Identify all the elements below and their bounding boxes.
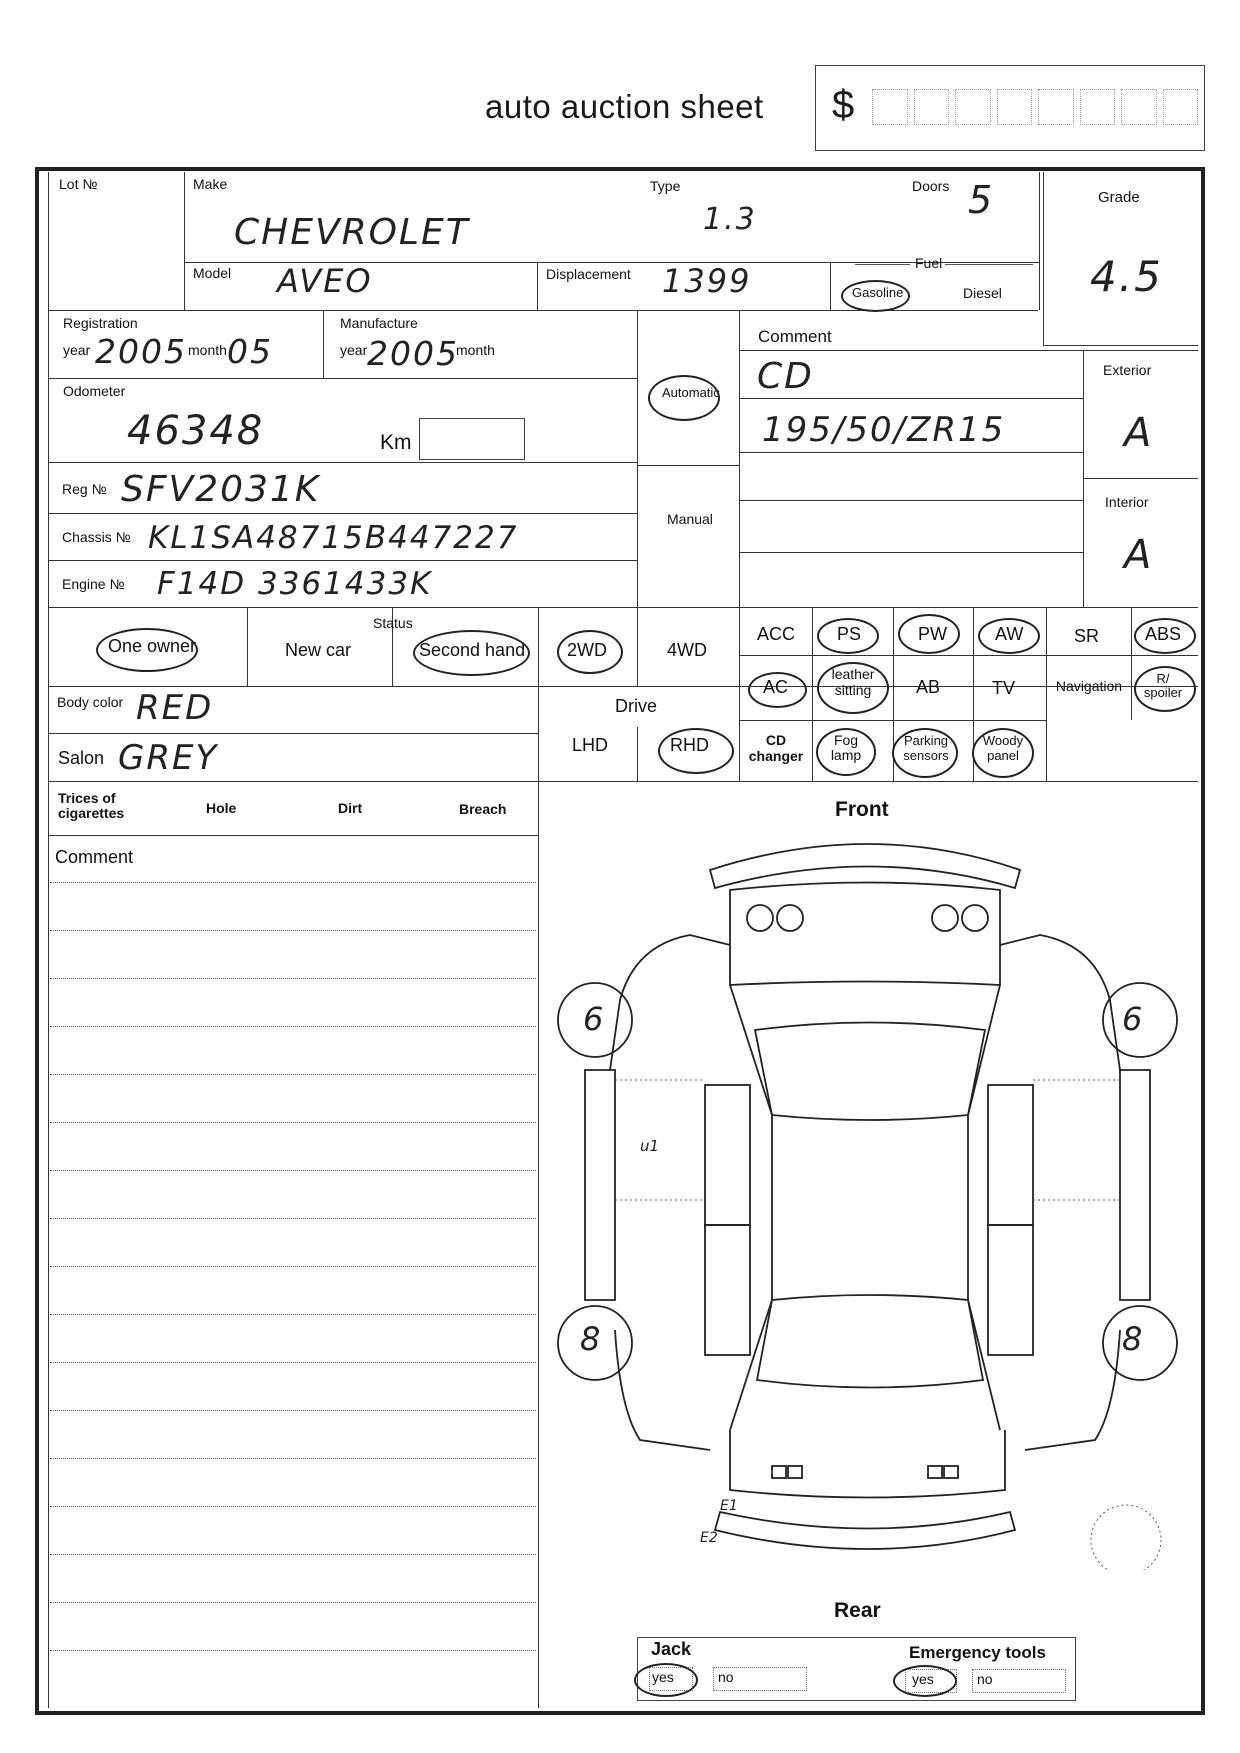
- salon-value[interactable]: GREY: [118, 738, 219, 778]
- sheet-title: auto auction sheet: [485, 88, 764, 125]
- drive-rhd-circle: [658, 728, 734, 774]
- equip-sr[interactable]: SR: [1074, 626, 1100, 646]
- comment-top-label: Comment: [758, 327, 832, 346]
- equip-aw-circle: [978, 618, 1040, 654]
- flag-breach[interactable]: Breach: [459, 801, 507, 817]
- mark-rear-right: 8: [1122, 1320, 1145, 1358]
- comment-top-line-1[interactable]: CD: [757, 356, 814, 397]
- comment-bottom-label: Comment: [55, 847, 134, 867]
- equip-ac-circle: [748, 672, 807, 708]
- mark-left-door: u1: [640, 1137, 660, 1155]
- equip-woody-circle: [972, 728, 1034, 778]
- flag-cigarettes[interactable]: Trices of cigarettes: [58, 790, 125, 821]
- right-rear-fender: [1025, 1330, 1120, 1450]
- status-one-owner-circle: [96, 628, 198, 672]
- mark-front-right: 6: [1122, 1000, 1145, 1038]
- right-front-door: [988, 1085, 1033, 1225]
- manufacture-month-label: month: [456, 342, 495, 358]
- engine-value[interactable]: F14D 3361433K: [157, 566, 433, 602]
- equip-ps-circle: [817, 618, 879, 654]
- emergency-tools-label: Emergency tools: [909, 1643, 1046, 1662]
- equip-ac[interactable]: AC: [763, 677, 789, 697]
- hood-shape: [730, 883, 1000, 986]
- grade-label: Grade: [1098, 189, 1140, 206]
- jack-yes-circle: [634, 1663, 698, 1697]
- equip-leather-sitting[interactable]: leather sitting: [831, 666, 875, 698]
- equip-r-spoiler-circle: [1134, 666, 1196, 712]
- registration-label: Registration: [63, 315, 138, 331]
- exterior-label: Exterior: [1103, 362, 1152, 378]
- left-side-panel: [585, 1070, 615, 1300]
- emergency-no-option: no: [977, 1671, 993, 1687]
- interior-label: Interior: [1105, 494, 1149, 510]
- doors-value[interactable]: 5: [968, 178, 995, 222]
- fuel-diesel-option[interactable]: Diesel: [963, 285, 1002, 301]
- left-rear-door: [705, 1225, 750, 1355]
- equip-pw[interactable]: PW: [918, 624, 947, 644]
- status-new-car-option[interactable]: New car: [285, 640, 352, 660]
- front-bumper-shape: [710, 844, 1020, 888]
- jack-yes-option: yes: [652, 1669, 674, 1685]
- equip-leather-circle: [817, 662, 889, 714]
- rear-window-shape: [757, 1295, 983, 1388]
- equip-acc[interactable]: ACC: [757, 624, 796, 644]
- equip-ab[interactable]: AB: [916, 677, 941, 697]
- registration-year-value[interactable]: 2005: [95, 332, 187, 371]
- transmission-automatic-option[interactable]: Automatic: [662, 385, 720, 400]
- manufacture-label: Manufacture: [340, 315, 418, 331]
- rear-bumper-shape: [715, 1512, 1015, 1549]
- displacement-label: Displacement: [546, 266, 631, 282]
- left-front-door: [705, 1085, 750, 1225]
- model-label: Model: [193, 265, 232, 281]
- left-rear-fender: [615, 1330, 710, 1450]
- diagram-front-label: Front: [835, 798, 889, 821]
- odometer-unit-box[interactable]: [419, 418, 525, 460]
- doors-label: Doors: [912, 178, 950, 194]
- mark-front-left: 6: [583, 1000, 606, 1038]
- diagram-rear-label: Rear: [834, 1599, 881, 1622]
- type-value[interactable]: 1.3: [703, 202, 757, 237]
- odometer-unit: Km: [380, 431, 412, 454]
- mark-rear-left: 8: [580, 1320, 603, 1358]
- manufacture-year-label: year: [340, 342, 368, 358]
- jack-no-option: no: [718, 1669, 734, 1685]
- body-color-value[interactable]: RED: [136, 688, 214, 728]
- reg-value[interactable]: SFV2031K: [121, 469, 321, 510]
- transmission-automatic-circle: [648, 375, 720, 421]
- transmission-manual-option[interactable]: Manual: [667, 511, 713, 527]
- equip-ps[interactable]: PS: [837, 624, 862, 644]
- status-one-owner-option[interactable]: One owner: [108, 636, 197, 656]
- equip-pw-circle: [898, 614, 960, 654]
- odometer-value[interactable]: 46348: [127, 408, 265, 454]
- drive-2wd-option[interactable]: 2WD: [567, 640, 607, 660]
- drive-2wd-circle: [557, 630, 623, 674]
- make-label: Make: [193, 176, 228, 192]
- make-value[interactable]: CHEVROLET: [234, 212, 470, 253]
- car-diagram[interactable]: [540, 830, 1195, 1570]
- salon-label: Salon: [58, 748, 105, 768]
- model-value[interactable]: AVEO: [277, 262, 373, 300]
- grade-value[interactable]: 4.5: [1090, 252, 1163, 301]
- equip-fog-lamp-circle: [816, 728, 876, 776]
- equip-abs[interactable]: ABS: [1145, 624, 1182, 644]
- chassis-label: Chassis №: [62, 529, 131, 545]
- registration-month-label: month: [188, 342, 227, 358]
- fuel-gasoline-circle: [841, 280, 910, 312]
- mark-rear-corner-1: E1: [720, 1498, 738, 1514]
- equip-abs-circle: [1134, 618, 1196, 654]
- engine-label: Engine №: [62, 576, 125, 592]
- roof-shape: [730, 985, 1000, 1430]
- registration-month-value[interactable]: 05: [227, 332, 273, 371]
- drive-lhd-option[interactable]: LHD: [572, 735, 609, 755]
- manufacture-year-value[interactable]: 2005: [367, 334, 459, 373]
- equip-parking-sensors[interactable]: Parking sensors: [903, 733, 949, 763]
- status-second-hand-option[interactable]: Second hand: [419, 640, 526, 660]
- flag-hole[interactable]: Hole: [206, 800, 237, 816]
- fuel-gasoline-option[interactable]: Gasoline: [852, 285, 904, 300]
- equip-fog-lamp[interactable]: Fog lamp: [830, 732, 862, 763]
- jack-label: Jack: [651, 1639, 692, 1659]
- comment-top-line-2[interactable]: 195/50/ZR15: [762, 410, 1006, 450]
- equip-woody-panel[interactable]: Woody panel: [982, 733, 1024, 763]
- right-rear-door: [988, 1225, 1033, 1355]
- flag-dirt[interactable]: Dirt: [338, 800, 363, 816]
- status-label: Status: [373, 615, 413, 631]
- equip-navigation[interactable]: Navigation: [1055, 678, 1123, 694]
- interior-value[interactable]: A: [1124, 532, 1154, 578]
- equip-aw[interactable]: AW: [995, 624, 1024, 644]
- lot-label: Lot №: [59, 176, 98, 192]
- type-label: Type: [650, 178, 681, 194]
- equip-parking-circle: [892, 728, 958, 778]
- emergency-yes-circle: [893, 1665, 957, 1697]
- drive-4wd-option[interactable]: 4WD: [667, 640, 707, 660]
- emergency-yes-option: yes: [912, 1671, 934, 1687]
- lot-field[interactable]: [50, 195, 182, 307]
- dollar-icon: $: [832, 83, 855, 127]
- fuel-label: Fuel: [915, 255, 943, 271]
- trunk-shape: [730, 1430, 1005, 1498]
- body-color-label: Body color: [57, 694, 124, 710]
- odometer-label: Odometer: [63, 383, 126, 399]
- price-box: [815, 65, 1205, 151]
- chassis-value[interactable]: KL1SA48715B447227: [148, 520, 519, 556]
- displacement-value[interactable]: 1399: [662, 262, 752, 300]
- exterior-value[interactable]: A: [1124, 410, 1154, 456]
- right-side-panel: [1120, 1070, 1150, 1300]
- mark-rear-corner-2: E2: [700, 1530, 718, 1546]
- equip-tv[interactable]: TV: [992, 678, 1016, 698]
- reg-label: Reg №: [62, 481, 107, 497]
- equip-r-spoiler[interactable]: R/ spoiler: [1143, 671, 1183, 700]
- windshield-shape: [755, 1023, 985, 1121]
- drive-rhd-option[interactable]: RHD: [670, 735, 709, 755]
- equip-cd-changer[interactable]: CD changer: [748, 732, 804, 764]
- right-front-fender: [1000, 935, 1120, 1070]
- drive-label: Drive: [615, 696, 658, 716]
- status-second-hand-circle: [413, 630, 530, 676]
- price-digit-boxes[interactable]: [872, 89, 1198, 125]
- registration-year-label: year: [63, 342, 91, 358]
